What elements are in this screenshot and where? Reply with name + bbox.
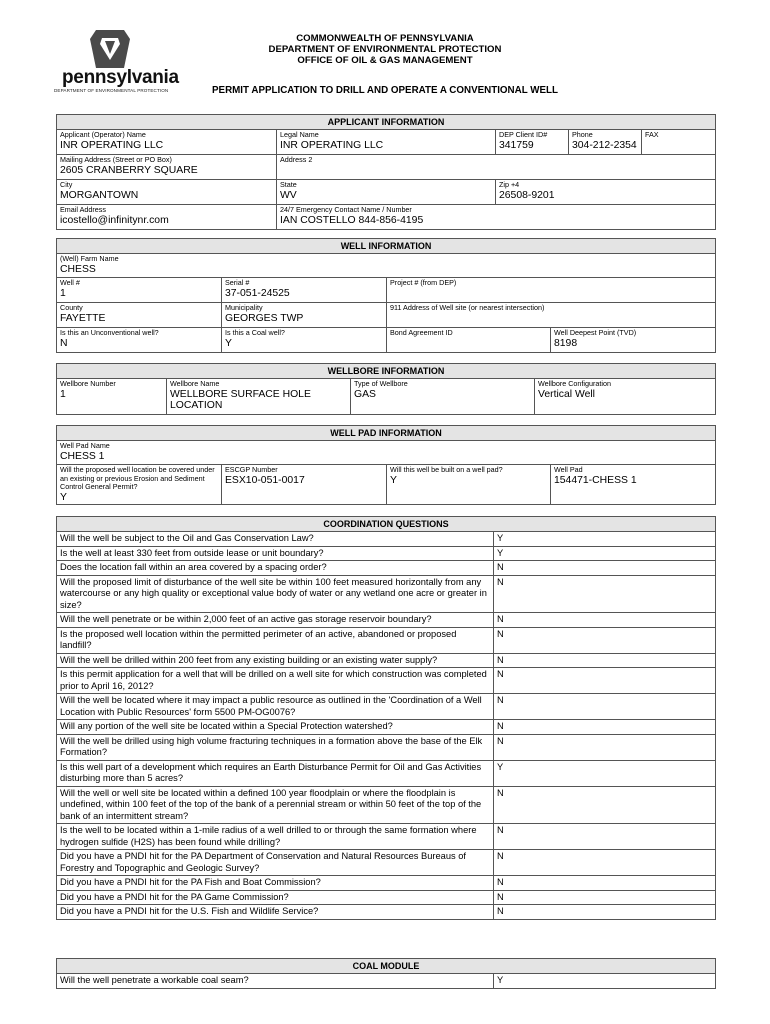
coordination-question: Will any portion of the well site be located within a Special Protection watershed? [57, 720, 494, 735]
coal-well-field[interactable]: Is this a Coal well? Y [222, 328, 387, 353]
coordination-section [56, 516, 716, 920]
coordination-row [57, 532, 716, 547]
keystone-icon [90, 30, 130, 68]
wellbore-name-field[interactable]: Wellbore Name WELLBORE SURFACE HOLE LOCATION [167, 379, 351, 415]
esc-permit-field[interactable]: Will the proposed well location be covered under an existing or previous Erosion and Sediment Control General Permit? Y [57, 465, 222, 505]
wellpad-name-field[interactable]: Well Pad Name CHESS 1 [57, 441, 716, 465]
coordination-answer[interactable]: N [494, 720, 716, 735]
deepest-point-field[interactable]: Well Deepest Point (TVD) 8198 [551, 328, 716, 353]
coordination-question: Is the well to be located within a 1-mile radius of a well drilled to or through the same formation where hydrogen sulfide (H2S) has been found while drilling? [57, 824, 494, 850]
coordination-answer[interactable]: N [494, 613, 716, 628]
coordination-question: Is the proposed well location within the permitted perimeter of an active, abandoned or proposed landfill? [57, 627, 494, 653]
agency-line-1: COMMONWEALTH OF PENNSYLVANIA [296, 33, 474, 44]
project-number-field[interactable]: Project # (from DEP) [387, 278, 716, 303]
coordination-row [57, 760, 716, 786]
coordination-answer[interactable]: N [494, 653, 716, 668]
coordination-answer[interactable]: N [494, 694, 716, 720]
coordination-answer[interactable]: N [494, 850, 716, 876]
coordination-question: Is this permit application for a well that will be drilled on a well site for which construction was completed prior to April 16, 2012? [57, 668, 494, 694]
coordination-answer[interactable]: N [494, 905, 716, 920]
coordination-question: Will the well penetrate or be within 2,000 feet of an active gas storage reservoir boundary? [57, 613, 494, 628]
wellbore-config-field[interactable]: Wellbore Configuration Vertical Well [535, 379, 716, 415]
address-2-field[interactable]: Address 2 [277, 155, 716, 180]
logo-subtitle: DEPARTMENT OF ENVIRONMENTAL PROTECTION [54, 88, 169, 93]
coordination-question: Did you have a PNDI hit for the U.S. Fish and Wildlife Service? [57, 905, 494, 920]
coordination-row [57, 653, 716, 668]
coordination-answer[interactable]: N [494, 668, 716, 694]
coal-answer[interactable]: Y [494, 974, 716, 989]
coal-question: Will the well penetrate a workable coal seam? [57, 974, 494, 989]
coordination-answer[interactable]: N [494, 627, 716, 653]
wellbore-number-field[interactable]: Wellbore Number 1 [57, 379, 167, 415]
wellbore-heading: WELLBORE INFORMATION [57, 364, 716, 379]
city-field[interactable]: City MORGANTOWN [57, 180, 277, 205]
agency-line-3: OFFICE OF OIL & GAS MANAGEMENT [297, 55, 473, 66]
email-field[interactable]: Email Address icostello@infinitynr.com [57, 205, 277, 230]
serial-field[interactable]: Serial # 37-051-24525 [222, 278, 387, 303]
coordination-row [57, 668, 716, 694]
well-number-field[interactable]: Well # 1 [57, 278, 222, 303]
coordination-row [57, 876, 716, 891]
coordination-question: Will the well be located where it may impact a public resource as outlined in the 'Coordination of a Well Location with Public Resources' form 5500 PM-OG0076? [57, 694, 494, 720]
coordination-answer[interactable]: N [494, 734, 716, 760]
coordination-row [57, 890, 716, 905]
client-id-field[interactable]: DEP Client ID# 341759 [496, 130, 569, 155]
escgp-number-field[interactable]: ESCGP Number ESX10-051-0017 [222, 465, 387, 505]
coordination-question: Did you have a PNDI hit for the PA Game Commission? [57, 890, 494, 905]
wellbore-section [56, 363, 716, 415]
coordination-row [57, 546, 716, 561]
coordination-answer[interactable]: N [494, 561, 716, 576]
coordination-row [57, 613, 716, 628]
coordination-answer[interactable]: Y [494, 532, 716, 547]
wellpad-id-field[interactable]: Well Pad 154471-CHESS 1 [551, 465, 716, 505]
coordination-row [57, 786, 716, 824]
document-header [0, 0, 770, 110]
coordination-row [57, 720, 716, 735]
built-on-pad-field[interactable]: Will this well be built on a well pad? Y [387, 465, 551, 505]
applicant-section [56, 114, 716, 230]
wellbore-type-field[interactable]: Type of Wellbore GAS [351, 379, 535, 415]
coordination-answer[interactable]: N [494, 876, 716, 891]
applicant-heading: APPLICANT INFORMATION [57, 115, 716, 130]
coordination-answer[interactable]: N [494, 575, 716, 613]
mailing-address-field[interactable]: Mailing Address (Street or PO Box) 2605 CRANBERRY SQUARE [57, 155, 277, 180]
well-section [56, 238, 716, 353]
coordination-answer[interactable]: N [494, 786, 716, 824]
coordination-question: Did you have a PNDI hit for the PA Fish and Boat Commission? [57, 876, 494, 891]
coordination-question: Does the location fall within an area covered by a spacing order? [57, 561, 494, 576]
coordination-answer[interactable]: N [494, 890, 716, 905]
applicant-name-field[interactable]: Applicant (Operator) Name INR OPERATING LLC [57, 130, 277, 155]
coordination-question: Is this well part of a development which requires an Earth Disturbance Permit for Oil and Gas Activities disturbing more than 5 acres? [57, 760, 494, 786]
coordination-question: Will the well or well site be located within a defined 100 year floodplain or where the floodplain is undefined, within 100 feet of the top of the bank of a perennial stream or within 50 feet of the top of the bank of an intermittent stream? [57, 786, 494, 824]
coordination-answer[interactable]: Y [494, 546, 716, 561]
coordination-question: Will the well be drilled within 200 feet from any existing building or an existing water supply? [57, 653, 494, 668]
farm-name-field[interactable]: (Well) Farm Name CHESS [57, 254, 716, 278]
emergency-contact-field[interactable]: 24/7 Emergency Contact Name / Number IAN COSTELLO 844-856-4195 [277, 205, 716, 230]
wellpad-section [56, 425, 716, 505]
county-field[interactable]: County FAYETTE [57, 303, 222, 328]
coordination-question: Will the well be drilled using high volume fracturing techniques in a formation above the base of the Elk Formation? [57, 734, 494, 760]
coal-module-heading: COAL MODULE [57, 959, 716, 974]
coordination-question: Will the proposed limit of disturbance of the well site be within 100 feet measured horizontally from any watercourse or any high quality or exceptional value body of water or any wetland one acre or greater in size? [57, 575, 494, 613]
coordination-answer[interactable]: Y [494, 760, 716, 786]
legal-name-field[interactable]: Legal Name INR OPERATING LLC [277, 130, 496, 155]
coal-module-section [56, 958, 716, 989]
pa-dep-logo [52, 30, 179, 96]
coordination-answer[interactable]: N [494, 824, 716, 850]
wellpad-heading: WELL PAD INFORMATION [57, 426, 716, 441]
form-title: PERMIT APPLICATION TO DRILL AND OPERATE A CONVENTIONAL WELL [212, 85, 558, 96]
coordination-question: Will the well be subject to the Oil and Gas Conservation Law? [57, 532, 494, 547]
coordination-question: Is the well at least 330 feet from outside lease or unit boundary? [57, 546, 494, 561]
bond-id-field[interactable]: Bond Agreement ID [387, 328, 551, 353]
coordination-row [57, 734, 716, 760]
coordination-row [57, 850, 716, 876]
coordination-row [57, 694, 716, 720]
coordination-row [57, 905, 716, 920]
site-911-address-field[interactable]: 911 Address of Well site (or nearest intersection) [387, 303, 716, 328]
coordination-row [57, 575, 716, 613]
zip-field[interactable]: Zip +4 26508-9201 [496, 180, 716, 205]
logo-wordmark: pennsylvania [62, 67, 179, 88]
coordination-heading: COORDINATION QUESTIONS [57, 517, 716, 532]
coordination-row [57, 824, 716, 850]
phone-field[interactable]: Phone 304-212-2354 [569, 130, 642, 155]
unconventional-field[interactable]: Is this an Unconventional well? N [57, 328, 222, 353]
state-field[interactable]: State WV [277, 180, 496, 205]
coordination-row [57, 561, 716, 576]
fax-field[interactable]: FAX [642, 130, 716, 155]
well-heading: WELL INFORMATION [57, 239, 716, 254]
coordination-question: Did you have a PNDI hit for the PA Department of Conservation and Natural Resources Bureaus of Forestry and Topographic and Geologic Survey? [57, 850, 494, 876]
municipality-field[interactable]: Municipality GEORGES TWP [222, 303, 387, 328]
coordination-row [57, 627, 716, 653]
agency-line-2: DEPARTMENT OF ENVIRONMENTAL PROTECTION [268, 44, 502, 55]
